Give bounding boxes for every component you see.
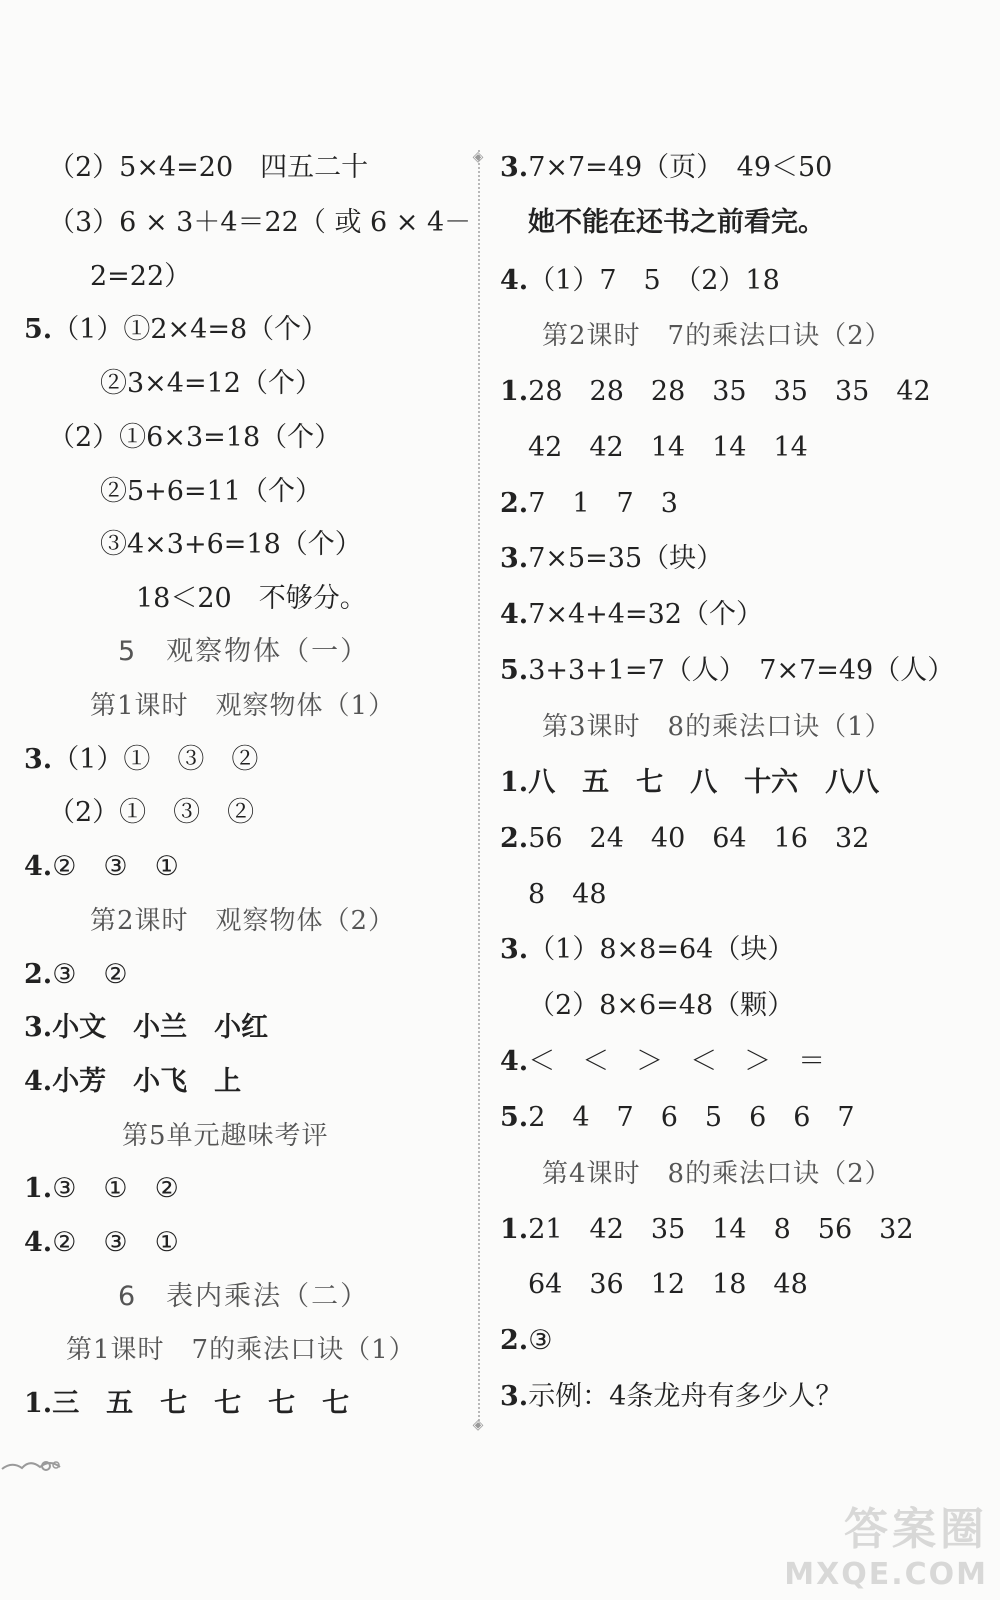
- left-line-16: 2.③ ②: [24, 959, 128, 990]
- left-line-20: 1.③ ① ②: [24, 1173, 179, 1204]
- left-line-21: 4.② ③ ①: [24, 1227, 179, 1258]
- right-line-7: 2.7 1 7 3: [500, 488, 678, 519]
- left-line-14: 4.② ③ ①: [24, 851, 179, 882]
- lesson-heading: 第2课时 观察物体（2）: [90, 906, 396, 936]
- right-line-1: 3.7×7=49（页） 49＜50: [500, 152, 833, 183]
- divider-ornament-icon: ◈: [472, 149, 484, 165]
- left-line-5: ②3×4=12（个）: [100, 368, 322, 399]
- left-line-8: ③4×3+6=18（个）: [100, 529, 362, 560]
- section-heading: 6 表内乘法（二）: [118, 1281, 370, 1312]
- right-line-20: 1.21 42 35 14 8 56 32: [500, 1214, 914, 1245]
- right-line-5: 1.28 28 28 35 35 35 42: [500, 376, 931, 407]
- right-line-3: 4.（1）7 5 （2）18: [500, 265, 780, 296]
- left-line-6: （2）①6×3=18（个）: [48, 422, 342, 453]
- left-line-17: 3.小文 小兰 小红: [24, 1012, 269, 1043]
- right-line-12: 1.八 五 七 八 十六 八八: [500, 767, 880, 798]
- right-line-2: 她不能在还书之前看完。: [528, 207, 825, 238]
- lesson-heading: 第3课时 8的乘法口诀（1）: [542, 712, 892, 742]
- watermark: [784, 1493, 988, 1592]
- lesson-heading: 第1课时 7的乘法口诀（1）: [66, 1335, 416, 1365]
- left-line-2: （3）6 × 3＋4＝22（ 或 6 × 4－: [48, 207, 472, 238]
- right-line-18: 5.2 4 7 6 5 6 6 7: [500, 1102, 855, 1133]
- right-line-8: 3.7×5=35（块）: [500, 543, 724, 574]
- lesson-heading: 第4课时 8的乘法口诀（2）: [542, 1159, 892, 1189]
- column-divider: [478, 150, 480, 1425]
- lesson-heading: 第1课时 观察物体（1）: [90, 691, 396, 721]
- right-line-13: 2.56 24 40 64 16 32: [500, 823, 870, 854]
- left-line-7: ②5+6=11（个）: [100, 476, 322, 507]
- right-line-21: 64 36 12 18 48: [528, 1269, 808, 1300]
- left-line-13: （2）① ③ ②: [48, 797, 255, 828]
- left-line-9: 18＜20 不够分。: [136, 583, 367, 614]
- left-line-18: 4.小芳 小飞 上: [24, 1066, 242, 1097]
- unit-review-heading: 第5单元趣味考评: [122, 1121, 329, 1151]
- right-line-14: 8 48: [528, 879, 607, 910]
- watermark-url: MXQE.COM: [784, 1557, 988, 1592]
- cloud-ornament-icon: [0, 1455, 70, 1477]
- right-line-15: 3.（1）8×8=64（块）: [500, 934, 795, 965]
- right-line-23: 3.示例：4条龙舟有多少人？: [500, 1381, 843, 1412]
- right-line-9: 4.7×4+4=32（个）: [500, 599, 763, 630]
- left-line-3: 2=22）: [90, 261, 192, 292]
- watermark-title: 答案圈: [844, 1504, 988, 1555]
- lesson-heading: 第2课时 7的乘法口诀（2）: [542, 321, 892, 351]
- left-line-24: 1.三 五 七 七 七 七: [24, 1388, 350, 1419]
- right-line-16: （2）8×6=48（颗）: [528, 990, 795, 1021]
- right-line-10: 5.3+3+1=7（人） 7×7=49（人）: [500, 655, 955, 686]
- left-line-1: （2）5×4=20 四五二十: [48, 152, 369, 183]
- right-line-17: 4.＜ ＜ ＞ ＜ ＞ ＝: [500, 1046, 826, 1077]
- divider-ornament-icon: ◈: [472, 1417, 484, 1433]
- section-heading: 5 观察物体（一）: [118, 636, 370, 667]
- left-line-12: 3.（1）① ③ ②: [24, 744, 259, 775]
- left-line-4: 5.（1）①2×4=8（个）: [24, 314, 329, 345]
- right-line-22: 2.③: [500, 1325, 553, 1356]
- right-line-6: 42 42 14 14 14: [528, 432, 808, 463]
